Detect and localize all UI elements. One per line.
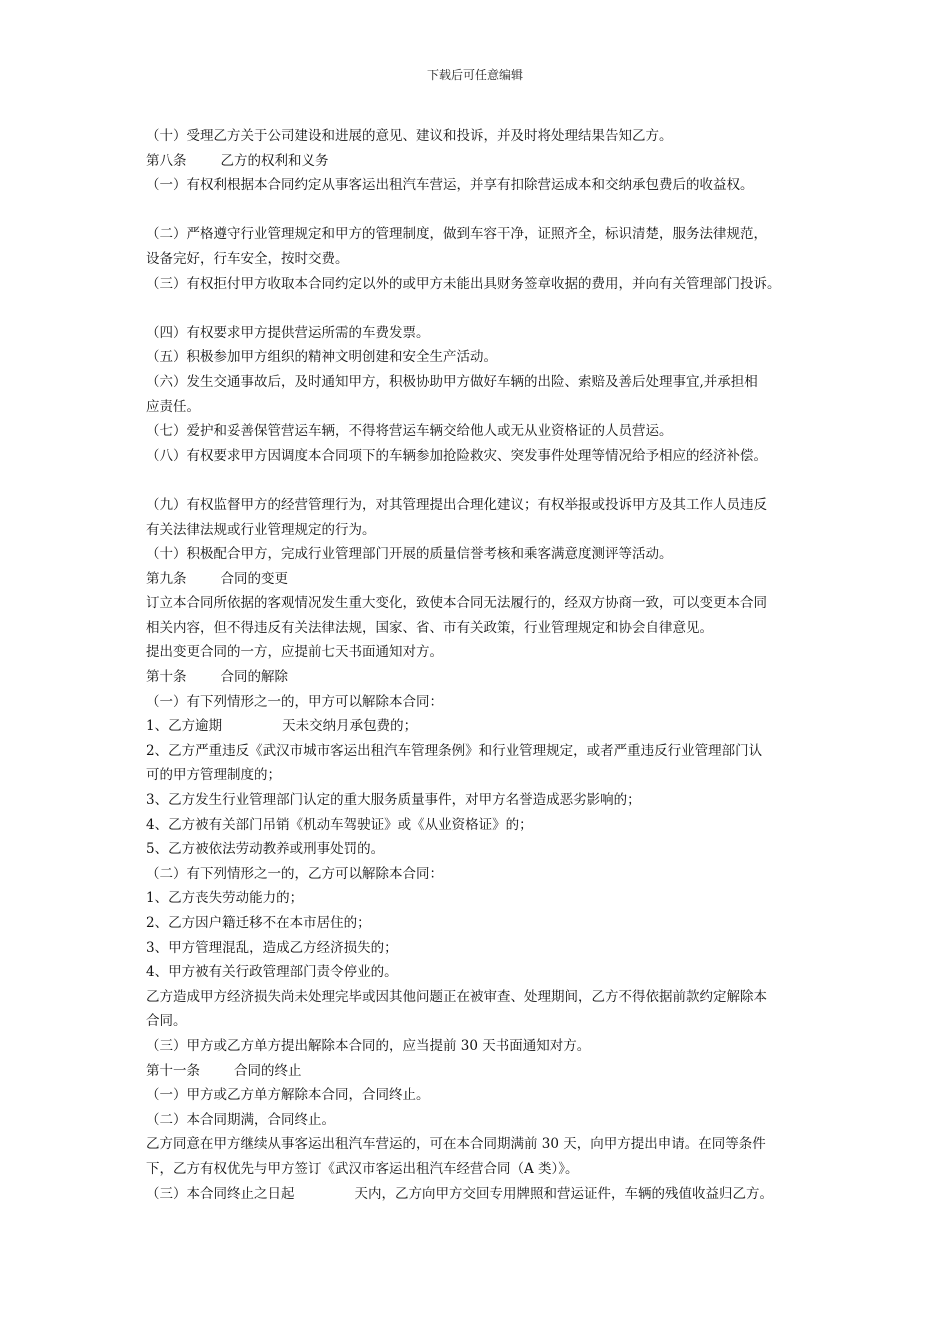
paragraph-line: （三）甲方或乙方单方提出解除本合同的，应当提前 30 天书面通知对方。 — [146, 1037, 591, 1054]
paragraph-line: 3、乙方发生行业管理部门认定的重大服务质量事件，对甲方名誉造成恶劣影响的； — [146, 792, 641, 809]
paragraph-line: 合同。 — [146, 1013, 187, 1030]
paragraph-line: （十）受理乙方关于公司建设和进展的意见、建议和投诉，并及时将处理结果告知乙方。 — [146, 128, 673, 144]
page-header: 下载后可任意编辑 — [426, 68, 523, 82]
article-number: 第八条 — [146, 152, 187, 169]
paragraph-line: （二）有下列情形之一的，乙方可以解除本合同： — [146, 865, 443, 882]
paragraph-line: 1、乙方逾期 天未交纳月承包费的； — [146, 718, 418, 735]
paragraph-line: 乙方造成甲方经济损失尚未处理完毕或因其他问题正在被审查、处理期间，乙方不得依据前款约定解除本 — [146, 988, 767, 1005]
paragraph-line: （二）严格遵守行业管理规定和甲方的管理制度，做到车容干净，证照齐全，标识清楚，服务法律规范， — [146, 226, 767, 243]
article-heading — [146, 1059, 814, 1084]
paragraph-line: （三）本合同终止之日起 天内，乙方向甲方交回专用牌照和营运证件，车辆的残值收益归乙方。 — [146, 1185, 773, 1202]
paragraph-line: （二）本合同期满，合同终止。 — [146, 1111, 335, 1128]
paragraph-line: 4、乙方被有关部门吊销《机动车驾驶证》或《从业资格证》的； — [146, 816, 533, 833]
paragraph-line: （九）有权监督甲方的经营管理行为，对其管理提出合理化建议；有权举报或投诉甲方及其工作人员违反 — [146, 496, 767, 513]
paragraph-line: 3、甲方管理混乱，造成乙方经济损失的； — [146, 939, 398, 956]
paragraph-line: 设备完好，行车安全，按时交费。 — [146, 250, 349, 267]
paragraph-line: （七）爱护和妥善保管营运车辆，不得将营运车辆交给他人或无从业资格证的人员营运。 — [146, 423, 673, 440]
paragraph-line: （四）有权要求甲方提供营运所需的车费发票。 — [146, 324, 430, 341]
article-number: 第十一条 — [146, 1062, 200, 1079]
article-title: 合同的解除 — [220, 669, 288, 686]
paragraph-line: 应责任。 — [146, 398, 200, 415]
paragraph-line: 相关内容，但不得违反有关法律法规，国家、省、市有关政策，行业管理规定和协会自律意见。 — [146, 619, 713, 636]
paragraph-line: （三）有权拒付甲方收取本合同约定以外的或甲方未能出具财务签章收据的费用，并向有关管理部门投诉。 — [146, 275, 781, 292]
article-title: 合同的变更 — [220, 570, 288, 587]
paragraph-line: 2、乙方严重违反《武汉市城市客运出租汽车管理条例》和行业管理规定，或者严重违反行业管理部门认 — [146, 742, 763, 759]
paragraph-line: （六）发生交通事故后，及时通知甲方，积极协助甲方做好车辆的出险、索赔及善后处理事宜,并承担相 — [146, 373, 758, 390]
paragraph-line: 4、甲方被有关行政管理部门责令停业的。 — [146, 964, 398, 981]
paragraph-line: （十）积极配合甲方，完成行业管理部门开展的质量信誉考核和乘客满意度测评等活动。 — [146, 546, 673, 563]
paragraph-line: 下，乙方有权优先与甲方签订《武汉市客运出租汽车经营合同（A 类）》。 — [146, 1160, 579, 1177]
article-title: 合同的终止 — [234, 1062, 302, 1079]
paragraph-line: （一）甲方或乙方单方解除本合同，合同终止。 — [146, 1087, 430, 1104]
paragraph-line: （一）有下列情形之一的，甲方可以解除本合同： — [146, 693, 443, 710]
paragraph-line: 提出变更合同的一方，应提前七天书面通知对方。 — [146, 644, 443, 661]
paragraph-line: （五）积极参加甲方组织的精神文明创建和安全生产活动。 — [146, 349, 497, 366]
article-heading — [146, 567, 814, 592]
article-title: 乙方的权利和义务 — [220, 152, 329, 169]
contract-body — [146, 124, 814, 1206]
paragraph-line: （八）有权要求甲方因调度本合同项下的车辆参加抢险救灾、突发事件处理等情况给予相应的经济补偿。 — [146, 447, 767, 464]
paragraph-line: 1、乙方丧失劳动能力的； — [146, 890, 304, 907]
article-heading — [146, 665, 814, 690]
paragraph-line: 2、乙方因户籍迁移不在本市居住的； — [146, 915, 371, 931]
paragraph-line: （一）有权利根据本合同约定从事客运出租汽车营运，并享有扣除营运成本和交纳承包费后的收益权。 — [146, 177, 754, 194]
paragraph-line: 5、乙方被依法劳动教养或刑事处罚的。 — [146, 841, 385, 858]
paragraph-line: 有关法律法规或行业管理规定的行为。 — [146, 521, 376, 538]
paragraph-line: 可的甲方管理制度的； — [146, 767, 281, 784]
paragraph-line: 订立本合同所依据的客观情况发生重大变化，致使本合同无法履行的，经双方协商一致，可以变更本合同 — [146, 595, 767, 612]
article-number: 第十条 — [146, 669, 187, 686]
paragraph-line: 乙方同意在甲方继续从事客运出租汽车营运的，可在本合同期满前 30 天，向甲方提出申请。在同等条件 — [146, 1136, 766, 1153]
article-heading — [146, 149, 814, 174]
article-number: 第九条 — [146, 570, 187, 587]
